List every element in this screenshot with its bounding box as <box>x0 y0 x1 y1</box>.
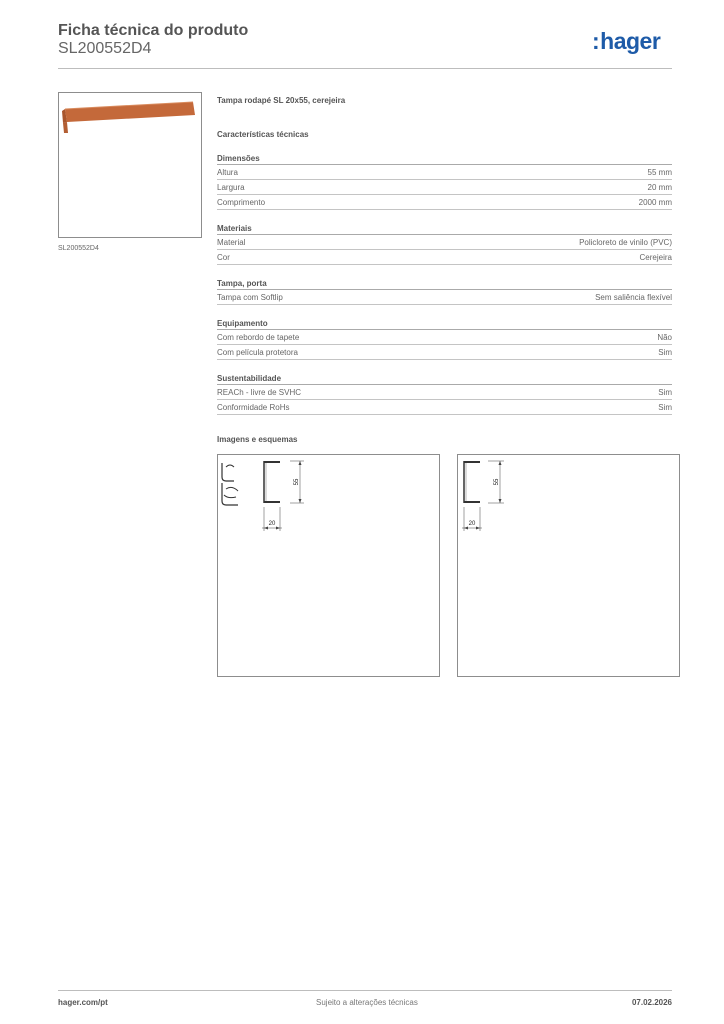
product-title: Tampa rodapé SL 20x55, cerejeira <box>217 96 346 105</box>
spec-label: Com película protetora <box>217 348 298 357</box>
tech-heading: Características técnicas <box>217 130 309 139</box>
footer-website-link[interactable]: hager.com/pt <box>58 998 108 1007</box>
spec-label: Comprimento <box>217 198 266 207</box>
spec-label: Com rebordo de tapete <box>217 333 300 342</box>
spec-value: 55 mm <box>647 168 672 177</box>
spec-value: Não <box>657 333 672 342</box>
spec-value: Sim <box>658 403 672 412</box>
spec-row <box>217 165 672 180</box>
spec-row <box>217 290 672 305</box>
page-title: Ficha técnica do produto <box>58 22 249 39</box>
spec-section-sustainability <box>217 374 672 415</box>
spec-label: Tampa com Softlip <box>217 293 283 302</box>
spec-row <box>217 400 672 415</box>
width-dimension-label: 20 <box>468 521 476 527</box>
section-title: Sustentabilidade <box>217 374 672 385</box>
product-photo-icon <box>59 93 201 237</box>
spec-row <box>217 235 672 250</box>
height-dimension-label: 55 <box>494 478 500 486</box>
section-title: Equipamento <box>217 319 672 330</box>
section-title: Tampa, porta <box>217 279 672 290</box>
technical-drawing-1 <box>217 454 440 677</box>
header-divider <box>58 68 672 69</box>
logo-text: hager <box>600 28 661 54</box>
footer-notice: Sujeito a alterações técnicas <box>316 998 418 1007</box>
spec-value: Policloreto de vinilo (PVC) <box>579 238 672 247</box>
spec-value: Sim <box>658 348 672 357</box>
spec-value: Sem saliência flexível <box>595 293 672 302</box>
spec-section-equipment <box>217 319 672 360</box>
product-image-caption: SL200552D4 <box>58 245 99 252</box>
spec-section-materials <box>217 224 672 265</box>
height-dimension-label: 55 <box>294 478 300 486</box>
hager-logo: :hager <box>592 28 661 54</box>
specifications <box>217 96 672 447</box>
spec-row <box>217 195 672 210</box>
images-heading: Imagens e esquemas <box>217 435 298 444</box>
section-title: Materiais <box>217 224 672 235</box>
footer-date: 07.02.2026 <box>631 998 672 1007</box>
spec-label: Conformidade RoHs <box>217 403 290 412</box>
spec-row <box>217 385 672 400</box>
spec-row <box>217 330 672 345</box>
spec-value: Cerejeira <box>639 253 672 262</box>
spec-label: Cor <box>217 253 230 262</box>
spec-label: REACh - livre de SVHC <box>217 388 302 397</box>
profile-drawing-icon <box>458 455 679 676</box>
spec-value: 2000 mm <box>638 198 672 207</box>
footer-divider <box>58 990 672 991</box>
spec-label: Material <box>217 238 246 247</box>
spec-row <box>217 345 672 360</box>
spec-section-dimensions <box>217 154 672 210</box>
spec-row <box>217 250 672 265</box>
section-title: Dimensões <box>217 154 672 165</box>
spec-section-cover <box>217 279 672 305</box>
width-dimension-label: 20 <box>268 521 276 527</box>
technical-drawing-2 <box>457 454 680 677</box>
spec-value: Sim <box>658 388 672 397</box>
product-image <box>58 92 202 238</box>
spec-value: 20 mm <box>647 183 672 192</box>
product-reference: SL200552D4 <box>58 40 152 57</box>
spec-label: Altura <box>217 168 238 177</box>
spec-row <box>217 180 672 195</box>
profile-drawing-icon <box>218 455 439 676</box>
spec-label: Largura <box>217 183 245 192</box>
